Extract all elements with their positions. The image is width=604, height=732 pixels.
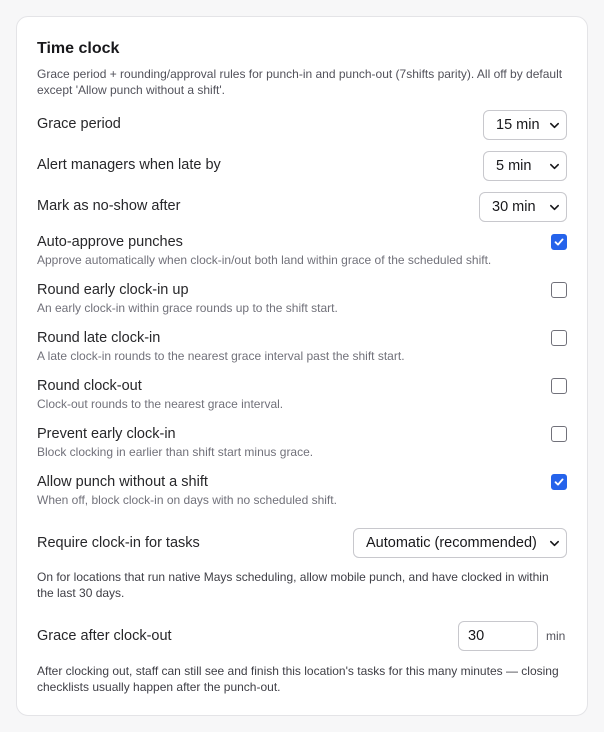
grace-after-clockout-label: Grace after clock-out [37,628,172,644]
time-clock-card [16,16,588,716]
alert-late-value: 5 min [496,158,532,174]
chevron-down-icon [549,161,560,172]
grace-after-clockout-note: After clocking out, staff can still see and finish this location's tasks for this many minutes — closing checklists usually happen after the punch-out. [37,664,559,694]
grace-after-clockout-input[interactable] [458,621,538,651]
prevent-early-help: Block clocking in earlier than shift start minus grace. [37,445,314,459]
round-clockout-help: Clock-out rounds to the nearest grace interval. [37,397,284,411]
prevent-early-label: Prevent early clock-in [37,426,176,442]
check-icon [554,477,564,487]
chevron-down-icon [549,538,560,549]
round-late-checkbox[interactable] [551,330,567,346]
round-clockout-label: Round clock-out [37,378,142,394]
section-description: Grace period + rounding/approval rules for punch-in and punch-out (7shifts parity). All off by default except 'Allow punch without a shift'. [37,67,563,97]
round-early-checkbox[interactable] [551,282,567,298]
allow-punch-checkbox[interactable] [551,474,567,490]
grace-period-label: Grace period [37,116,121,132]
require-clock-in-label: Require clock-in for tasks [37,535,200,551]
require-clock-in-select[interactable] [353,528,567,558]
chevron-down-icon [549,202,560,213]
round-early-label: Round early clock-in up [37,282,189,298]
auto-approve-label: Auto-approve punches [37,234,183,250]
grace-period-select[interactable] [483,110,567,140]
require-clock-in-note: On for locations that run native Mays scheduling, allow mobile punch, and have clocked in within the last 30 days. [37,570,549,600]
prevent-early-checkbox[interactable] [551,426,567,442]
no-show-value: 30 min [492,199,536,215]
grace-period-value: 15 min [496,117,540,133]
round-late-help: A late clock-in rounds to the nearest grace interval past the shift start. [37,349,405,363]
no-show-label: Mark as no-show after [37,198,181,214]
allow-punch-help: When off, block clock-in on days with no scheduled shift. [37,493,337,507]
no-show-select[interactable] [479,192,567,222]
auto-approve-checkbox[interactable] [551,234,567,250]
require-clock-in-value: Automatic (recommended) [366,535,537,551]
round-early-help: An early clock-in within grace rounds up to the shift start. [37,301,338,315]
chevron-down-icon [549,120,560,131]
allow-punch-label: Allow punch without a shift [37,474,208,490]
grace-after-clockout-unit: min [546,629,566,643]
round-late-label: Round late clock-in [37,330,161,346]
alert-late-select[interactable] [483,151,567,181]
check-icon [554,237,564,247]
grace-after-clockout-value: 30 [468,628,485,644]
section-title: Time clock [37,40,120,57]
alert-late-label: Alert managers when late by [37,157,221,173]
auto-approve-help: Approve automatically when clock-in/out both land within grace of the scheduled shift. [37,253,492,267]
round-clockout-checkbox[interactable] [551,378,567,394]
